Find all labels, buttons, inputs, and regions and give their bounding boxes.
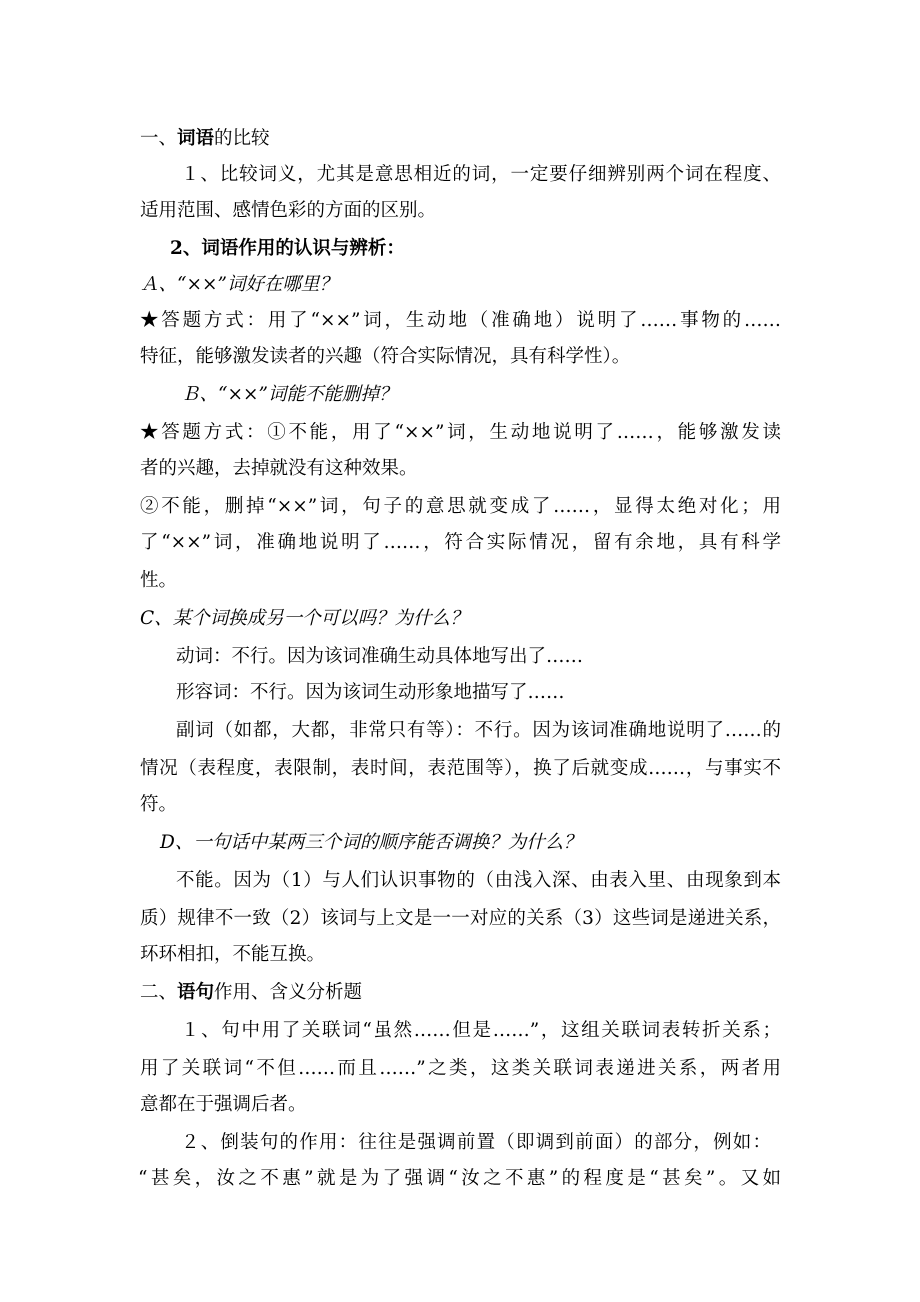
s1-c-adverb-line2: 情况（表程度，表限制，表时间，表范围等），换了后就变成……，与事实不 <box>140 758 781 779</box>
s1-d-question: D、一句话中某两三个词的顺序能否调换？为什么？ <box>160 832 582 853</box>
section2-heading <box>140 980 362 1006</box>
s1-b-answer2-line2: 了“××”词，准确地说明了……，符合实际情况，留有余地，具有科学 <box>140 532 781 553</box>
section1-heading-bold: 词语 <box>177 128 215 149</box>
s1-c-verb: 动词：不行。因为该词准确生动具体地写出了…… <box>176 646 584 667</box>
s2-point1-line3: 意都在于强调后者。 <box>140 1094 307 1115</box>
section1-heading-rest: 的比较 <box>214 128 270 149</box>
s1-b-answer2-line3: 性。 <box>140 570 178 591</box>
section1-heading <box>140 126 270 152</box>
s1-c-adjective: 形容词：不行。因为该词生动形象地描写了…… <box>176 682 565 703</box>
s1-point1-line2: 适用范围、感情色彩的方面的区别。 <box>140 200 437 221</box>
s1-b-answer2-line1: ②不能，删掉“××”词，句子的意思就变成了……，显得太绝对化；用 <box>140 496 781 517</box>
section2-heading-rest: 作用、含义分析题 <box>214 982 363 1003</box>
s2-point1-line1: １、句中用了关联词“虽然……但是……”，这组关联词表转折关系； <box>181 1020 781 1041</box>
s1-d-answer-line1: 不能。因为（1）与人们认识事物的（由浅入深、由表入里、由现象到本 <box>176 870 781 891</box>
s1-c-question: C、某个词换成另一个可以吗？为什么？ <box>140 608 469 629</box>
s1-a-answer-line2: 特征，能够激发读者的兴趣（符合实际情况，具有科学性）。 <box>140 346 631 367</box>
s1-point2-heading: 2、词语作用的认识与辨析： <box>170 238 405 259</box>
s1-c-adverb-line1: 副词（如都，大都，非常只有等）：不行。因为该词准确地说明了……的 <box>176 720 781 741</box>
section2-heading-bold: 语句 <box>177 982 215 1003</box>
s2-point2-line1: ２、倒装句的作用：往往是强调前置（即调到前面）的部分，例如： <box>181 1132 771 1153</box>
s2-point2-line2: “甚矣，汝之不惠”就是为了强调“汝之不惠”的程度是“甚矣”。又如 <box>138 1168 781 1189</box>
s1-a-answer-line1: ★答题方式：用了“××”词，生动地（准确地）说明了……事物的…… <box>140 310 781 331</box>
s1-b-answer1-line1: ★答题方式：①不能，用了“××”词，生动地说明了……，能够激发读 <box>140 422 781 443</box>
s1-b-answer1-line2: 者的兴趣，去掉就没有这种效果。 <box>140 458 418 479</box>
s1-b-question: Ｂ、“××”词能不能删掉？ <box>181 384 398 405</box>
section1-heading-prefix: 一、 <box>140 128 178 149</box>
s1-point1-line1: １、比较词义，尤其是意思相近的词，一定要仔细辨别两个词在程度、 <box>181 164 781 185</box>
s1-c-adverb-line3: 符。 <box>140 794 178 815</box>
s1-d-answer-line3: 环环相扣，不能互换。 <box>140 944 326 965</box>
s1-d-answer-line2: 质）规律不一致（2）该词与上文是一一对应的关系（3）这些词是递进关系， <box>140 908 781 929</box>
s2-point1-line2: 用了关联词“不但……而且……”之类，这类关联词表递进关系，两者用 <box>140 1058 781 1079</box>
s1-a-question: Ａ、“××”词好在哪里？ <box>140 274 338 295</box>
section2-heading-prefix: 二、 <box>140 982 178 1003</box>
